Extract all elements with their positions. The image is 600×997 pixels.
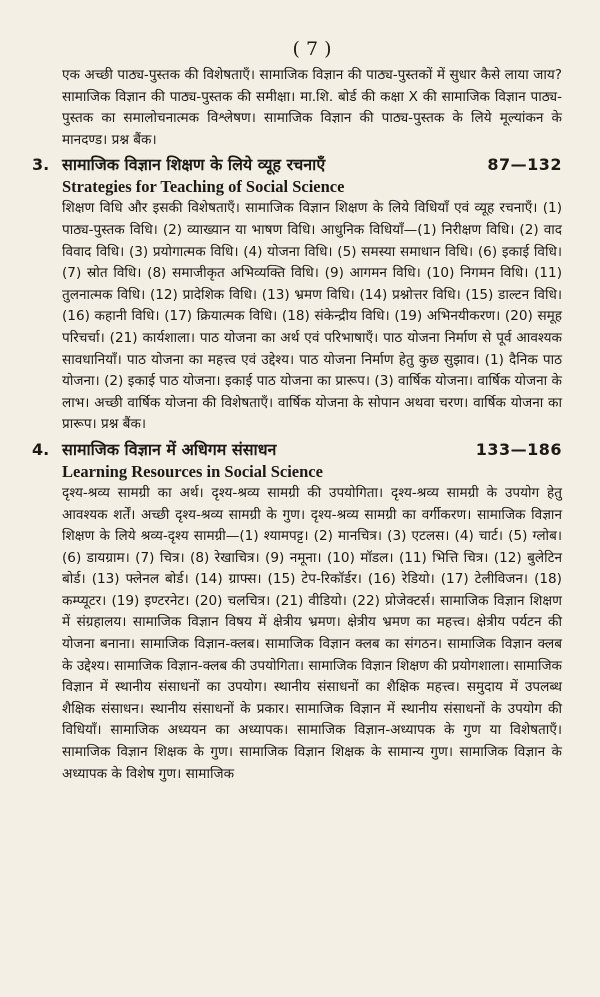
- section-number: 4.: [32, 439, 50, 459]
- section-3: [32, 153, 562, 436]
- section-title-hindi: सामाजिक विज्ञान शिक्षण के लिये व्यूह रचनाएँ: [62, 155, 326, 175]
- section-title-english: Learning Resources in Social Science: [62, 461, 323, 481]
- section-number: 3.: [32, 155, 50, 175]
- section-heading: [32, 438, 562, 462]
- section-body: शिक्षण विधि और इसकी विशेषताएँ। सामाजिक विज्ञान शिक्षण के लिये विधियाँ एवं व्यूह रचनाएँ। (1) पाठ्य-पुस्तक विधि। (2) व्याख्यान या भाषण विधि। आधुनिक विधियाँ—(1) निरीक्षण विधि। (2) वाद विवाद विधि। (3) प्रयोगात्मक विधि। (4) योजना विधि। (5) समस्या समाधान विधि। (6) इकाई विधि। (7) स्रोत विधि। (8) समाजीकृत अभिव्यक्ति विधि। (9) आगमन विधि। (10) निगमन विधि। (11) तुलनात्मक विधि। (12) प्रादेशिक विधि। (13) भ्रमण विधि। (14) प्रश्नोत्तर विधि। (15) डाल्टन विधि। (16) कहानी विधि। (17) क्रियात्मक विधि। (18) संकेन्द्रीय विधि। (19) अभिनयीकरण। (20) समूह परिचर्चा। (21) कार्यशाला। पाठ योजना का अर्थ एवं परिभाषाएँ। पाठ योजना निर्माण से पूर्व आवश्यक सावधानियाँ। पाठ योजना का महत्त्व एवं उद्देश्य। पाठ योजना निर्माण हेतु कुछ सुझाव। (1) दैनिक पाठ योजना। (2) इकाई पाठ योजना। इकाई पाठ योजना का प्रारूप। (3) वार्षिक योजना। वार्षिक योजना के लाभ। अच्छी वार्षिक योजना की विशेषताएँ। वार्षिक योजना के सोपान अथवा चरण। वार्षिक योजना का प्रारूप। प्रश्न बैंक।: [62, 200, 562, 433]
- section-heading: [32, 153, 562, 177]
- page-number: ( 7 ): [292, 38, 332, 60]
- section-4: [32, 438, 562, 785]
- section-page-range: 133—186: [475, 439, 562, 459]
- section-page-range: 87—132: [487, 155, 562, 175]
- section-body: दृश्य-श्रव्य सामग्री का अर्थ। दृश्य-श्रव्य सामग्री की उपयोगिता। दृश्य-श्रव्य सामग्री के उपयोग हेतु आवश्यक शर्तें। अच्छी दृश्य-श्रव्य सामग्री के गुण। दृश्य-श्रव्य सामग्री का वर्गीकरण। सामाजिक विज्ञान शिक्षण के लिये श्रव्य-दृश्य सामग्री—(1) श्यामपट्ट। (2) मानचित्र। (3) एटलस। (4) चार्ट। (5) ग्लोब। (6) डायग्राम। (7) चित्र। (8) रेखाचित्र। (9) नमूना। (10) मॉडल। (11) भित्ति चित्र। (12) बुलेटिन बोर्ड। (13) फ्लेनल बोर्ड। (14) ग्राफ्स। (15) टेप-रिकॉर्डर। (16) रेडियो। (17) टेलीविजन। (18) कम्प्यूटर। (19) इण्टरनेट। (20) चलचित्र। (21) वीडियो। (22) प्रोजेक्टर्स। सामाजिक विज्ञान शिक्षण में संग्रहालय। सामाजिक विज्ञान विषय में क्षेत्रीय भ्रमण। क्षेत्रीय भ्रमण का महत्त्व। क्षेत्रीय पर्यटन की योजना बनाना। सामाजिक विज्ञान-क्लब। सामाजिक विज्ञान क्लब का संगठन। सामाजिक विज्ञान क्लब के उद्देश्य। सामाजिक विज्ञान-क्लब की उपयोगिता। सामाजिक विज्ञान शिक्षण की प्रयोगशाला। सामाजिक विज्ञान में स्थानीय संसाधनों का उपयोग। स्थानीय संसाधनों का शैक्षिक महत्त्व। समुदाय में उपलब्ध शैक्षिक संसाधन। स्थानीय संसाधनों के प्रकार। सामाजिक विज्ञान में स्थानीय संसाधनों के उपयोग की विधियाँ। सामाजिक अध्ययन का अध्यापक। सामाजिक विज्ञान-अध्यापक के गुण या विशेषताएँ। सामाजिक विज्ञान शिक्षक के गुण। सामाजिक विज्ञान शिक्षक के सामान्य गुण। सामाजिक विज्ञान के अध्यापक के विशेष गुण। सामाजिक: [62, 484, 562, 782]
- intro-paragraph: एक अच्छी पाठ्य-पुस्तक की विशेषताएँ। सामाजिक विज्ञान की पाठ्य-पुस्तकों में सुधार कैसे लाया जाय? सामाजिक विज्ञान की पाठ्य-पुस्तक की समीक्षा। मा.शि. बोर्ड की कक्षा X की सामाजिक विज्ञान पाठ्य-पुस्तक का समालोचनात्मक विश्लेषण। सामाजिक विज्ञान की पाठ्य-पुस्तक के लिये मूल्यांकन के मानदण्ड। प्रश्न बैंक।: [62, 67, 562, 148]
- section-title-english: Strategies for Teaching of Social Science: [62, 177, 345, 197]
- section-title-hindi: सामाजिक विज्ञान में अधिगम संसाधन: [62, 439, 277, 459]
